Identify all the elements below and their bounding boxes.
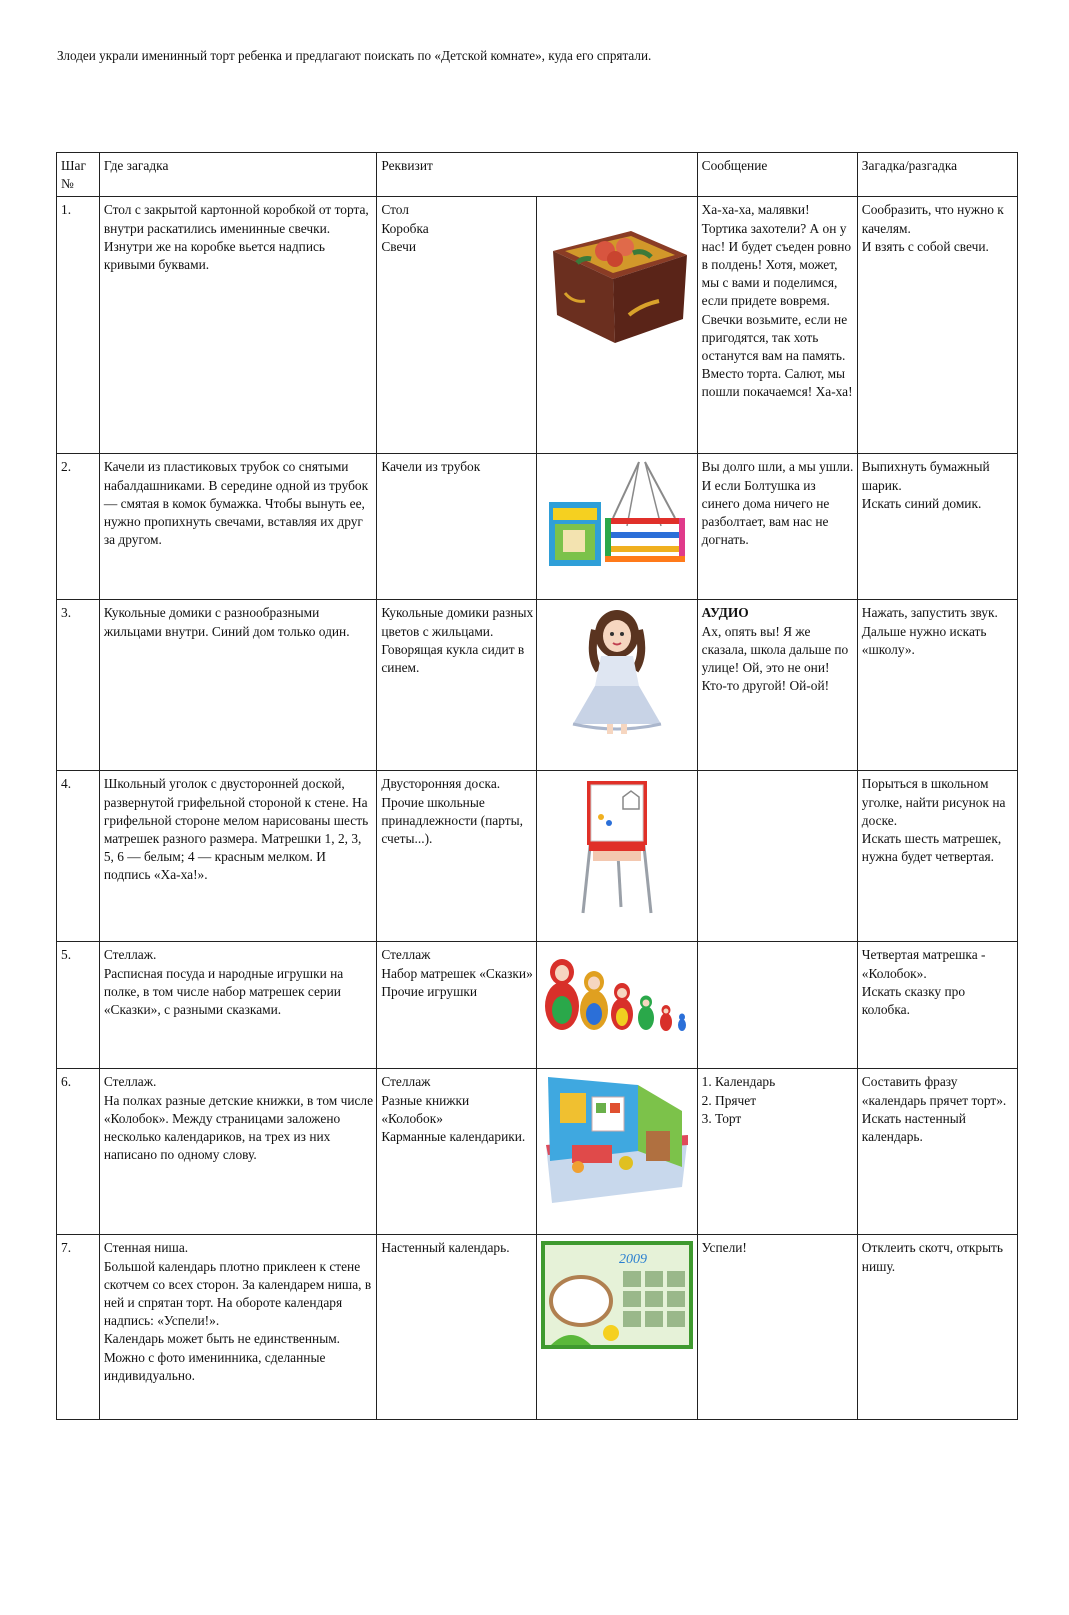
popup-book-image (542, 1075, 692, 1215)
row-message: Успели! (697, 1235, 857, 1420)
intro-text: Злодеи украли именинный торт ребенка и предлагают поискать по «Детской комнате», куда его спрятали. (57, 48, 652, 63)
row-props: Стол Коробка Свечи (377, 197, 537, 454)
row-step: 6. (57, 1069, 100, 1235)
row-where: Школьный уголок с двусторонней доской, развернутой грифельной стороной к стене. На грифельной стороне мелом нарисованы шесть матрешек разного размера. Матрешки 1, 2, 3, 5, 6 — белым; 4 — красным мелком. И подпись «Ха-ха!». (99, 771, 376, 942)
row-where: Стол с закрытой картонной коробкой от торта, внутри раскатились именинные свечки. Изнутри же на коробке вьется надпись кривыми буквами. (99, 197, 376, 454)
row-image-cell (537, 942, 697, 1069)
row-props: Стеллаж Разные книжки «Колобок» Карманные календарики. (377, 1069, 537, 1235)
row-riddle: Выпихнуть бумажный шарик. Искать синий домик. (857, 454, 1017, 600)
row-message: 1. Календарь 2. Прячет 3. Торт (697, 1069, 857, 1235)
row-props: Кукольные домики разных цветов с жильцами. Говорящая кукла сидит в синем. (377, 600, 537, 771)
row-props: Двусторонняя доска. Прочие школьные принадлежности (парты, счеты...). (377, 771, 537, 942)
row-message (697, 942, 857, 1069)
doll-image (557, 606, 677, 736)
row-image-cell (537, 454, 697, 600)
row-props: Настенный календарь. (377, 1235, 537, 1420)
row-riddle: Четвертая матрешка - «Колобок». Искать сказку про колобка. (857, 942, 1017, 1069)
calendar-year: 2009 (619, 1252, 648, 1268)
table-row (57, 942, 1018, 1069)
row-props: Стеллаж Набор матрешек «Сказки» Прочие игрушки (377, 942, 537, 1069)
row-step: 7. (57, 1235, 100, 1420)
audio-label: АУДИО (701, 605, 749, 621)
wall-calendar-image (541, 1241, 693, 1349)
row-image-cell (537, 1235, 697, 1420)
table-row (57, 454, 1018, 600)
row-image-cell (537, 600, 697, 771)
row-riddle: Сообразить, что нужно к качелям. И взять с собой свечи. (857, 197, 1017, 454)
row-props: Качели из трубок (377, 454, 537, 600)
row-where: Качели из пластиковых трубок со снятыми набалдашниками. В середине одной из трубок — смятая в комок бумажка. Чтобы вынуть ее, нужно пропихнуть свечами, вставляя их друг за другом. (99, 454, 376, 600)
matryoshka-image (542, 948, 692, 1034)
header-message: Сообщение (697, 153, 857, 197)
row-riddle: Нажать, запустить звук. Дальше нужно искать «школу». (857, 600, 1017, 771)
row-image-cell (537, 197, 697, 454)
table-row (57, 600, 1018, 771)
table-header-row (57, 153, 1018, 197)
header-props: Реквизит (377, 153, 697, 197)
row-riddle: Отклеить скотч, открыть нишу. (857, 1235, 1017, 1420)
row-where: Стеллаж. Расписная посуда и народные игрушки на полке, в том числе набор матрешек серии «Сказки», с разными сказками. (99, 942, 376, 1069)
row-where: Кукольные домики с разнообразными жильцами внутри. Синий дом только один. (99, 600, 376, 771)
quest-table (56, 152, 1018, 1420)
row-message (697, 600, 857, 771)
row-message (697, 771, 857, 942)
row-where: Стеллаж. На полках разные детские книжки, в том числе «Колобок». Между страницами заложено несколько календариков, на трех из них написано по одному слову. (99, 1069, 376, 1235)
cake-box-image (543, 203, 691, 351)
row-message-text: Ах, опять вы! Я же сказала, школа дальше по улице! Ой, это не они! Кто-то другой! Ой-ой! (701, 623, 849, 694)
row-where: Стенная ниша. Большой календарь плотно приклеен к стене скотчем со всех сторон. За календарем ниша, в ней и спрятан торт. На обороте календаря надпись: «Успели!». Календарь может быть не единственным. Можно с фото именинника, сделанные индивидуально. (99, 1235, 376, 1420)
table-row (57, 1235, 1018, 1420)
row-message: Вы долго шли, а мы ушли. И если Болтушка из синего дома ничего не разболтает, вам нас не догнать. (697, 454, 857, 600)
swing-image (543, 460, 691, 580)
row-image-cell (537, 1069, 697, 1235)
row-step: 5. (57, 942, 100, 1069)
easel-image (577, 777, 657, 917)
table-row (57, 197, 1018, 454)
header-step: Шаг № (57, 153, 100, 197)
row-step: 1. (57, 197, 100, 454)
row-step: 2. (57, 454, 100, 600)
header-riddle: Загадка/разгадка (857, 153, 1017, 197)
row-step: 3. (57, 600, 100, 771)
row-step: 4. (57, 771, 100, 942)
row-riddle: Составить фразу «календарь прячет торт». Искать настенный календарь. (857, 1069, 1017, 1235)
row-image-cell (537, 771, 697, 942)
table-row (57, 1069, 1018, 1235)
row-riddle: Порыться в школьном уголке, найти рисунок на доске. Искать шесть матрешек, нужна будет четвертая. (857, 771, 1017, 942)
row-message: Ха-ха-ха, малявки! Тортика захотели? А он у нас! И будет съеден ровно в полдень! Хотя, может, мы с вами и поделимся, если придете вовремя. Свечки возьмите, если не пригодятся, так хоть останутся вам на память. Вместо торта. Салют, мы пошли покачаемся! Ха-ха! (697, 197, 857, 454)
header-where: Где загадка (99, 153, 376, 197)
table-row (57, 771, 1018, 942)
